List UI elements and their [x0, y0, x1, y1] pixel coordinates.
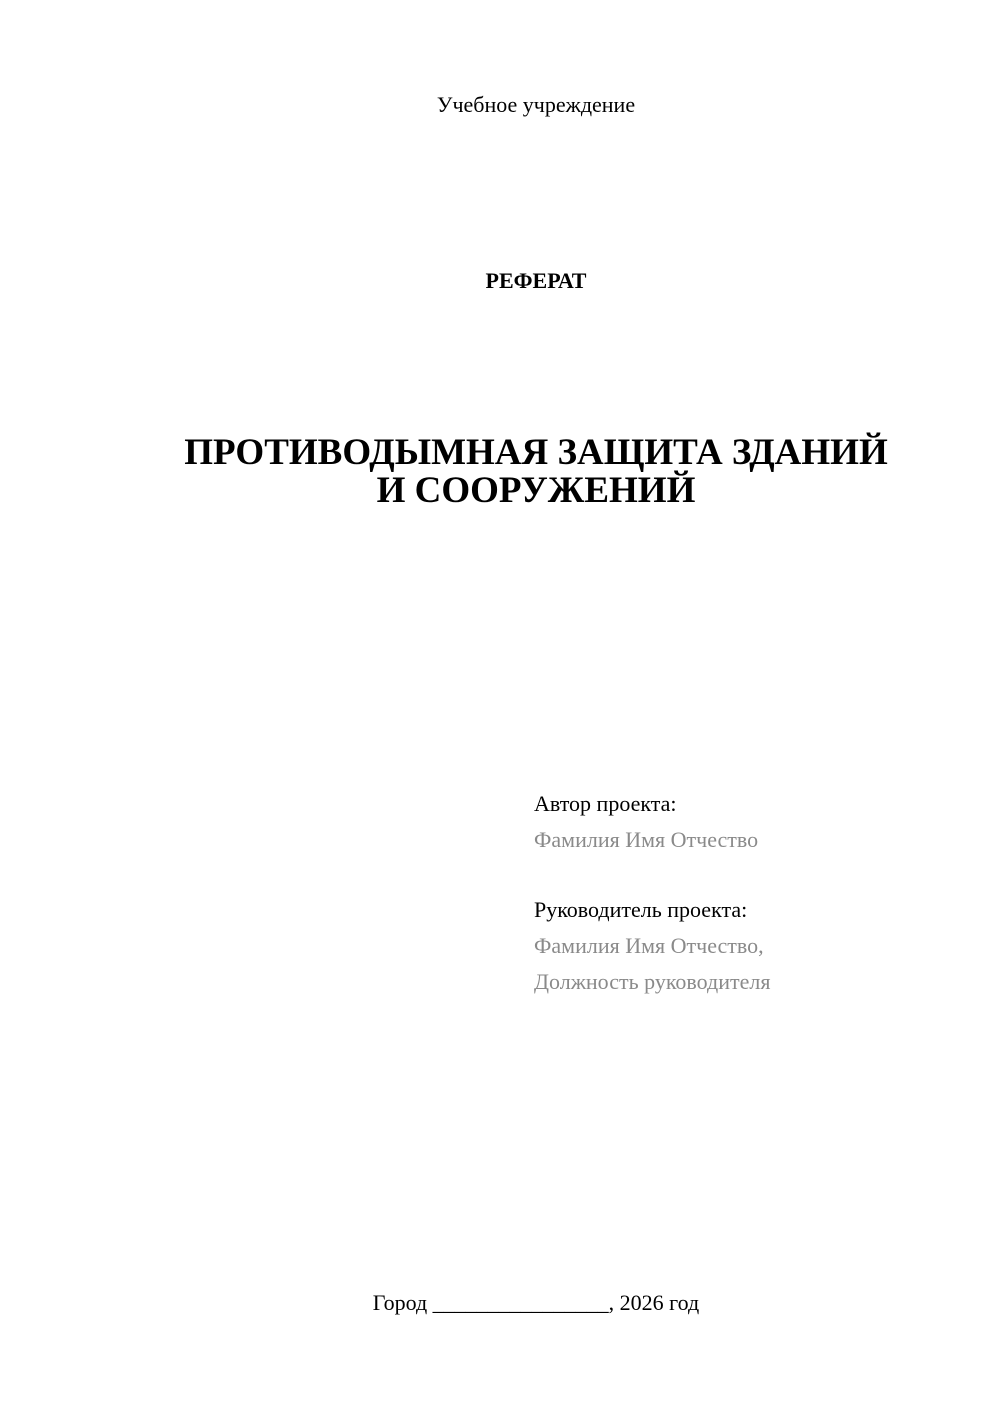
- supervisor-name-placeholder: Фамилия Имя Отчество,: [534, 933, 764, 958]
- supervisor-label: Руководитель проекта:: [534, 897, 748, 922]
- author-label: Автор проекта:: [534, 791, 677, 816]
- supervisor-position-placeholder: Должность руководителя: [534, 969, 771, 994]
- project-info: [534, 786, 974, 1000]
- document-title-line-2: И СООРУЖЕНИЙ: [376, 470, 696, 511]
- document-type: РЕФЕРАТ: [485, 268, 587, 293]
- author-name-placeholder: Фамилия Имя Отчество: [534, 827, 759, 852]
- institution-name: Учебное учреждение: [436, 92, 636, 117]
- document-title: [120, 434, 952, 510]
- document-title-line-1: ПРОТИВОДЫМНАЯ ЗАЩИТА ЗДАНИЙ: [184, 432, 888, 473]
- city-year-line: Город ________________, 2026 год: [372, 1290, 700, 1315]
- spacer: [534, 858, 974, 892]
